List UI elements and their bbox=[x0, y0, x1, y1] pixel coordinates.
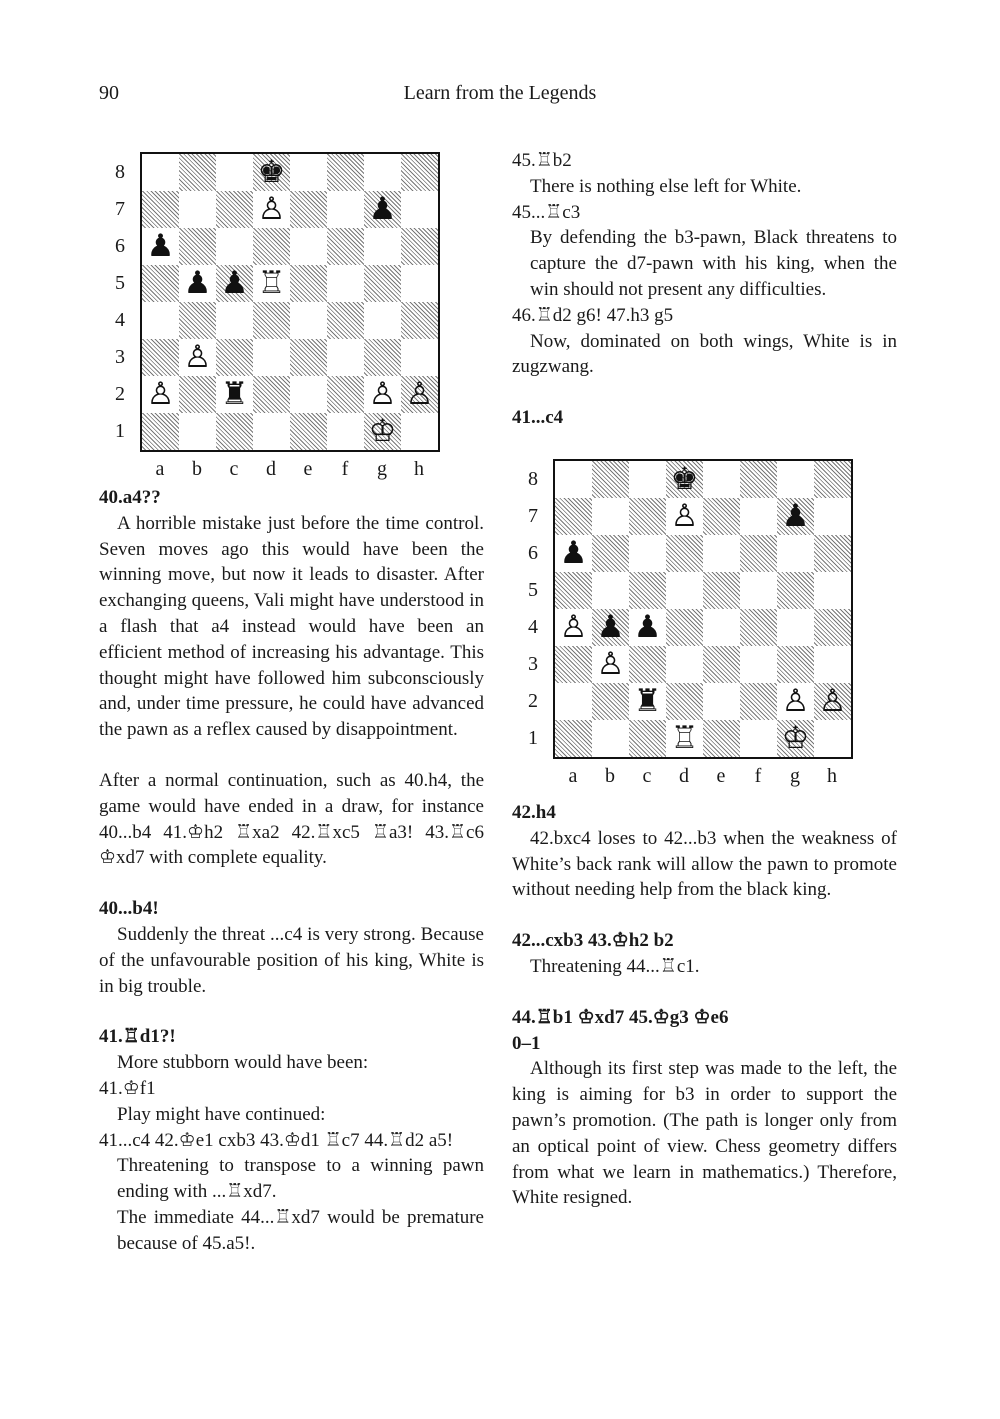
board-square bbox=[740, 572, 777, 609]
file-label: h bbox=[827, 765, 837, 787]
chess-piece: ♖ bbox=[257, 265, 286, 301]
board-square bbox=[401, 265, 438, 302]
board-square bbox=[216, 413, 253, 450]
file-label: f bbox=[341, 458, 349, 480]
chess-piece: ♙ bbox=[818, 683, 847, 719]
rank-label: 4 bbox=[528, 616, 538, 638]
annotation-paragraph: A horrible mistake just before the time control. Seven moves ago this would have been the winning move, but now it leads to disaster. After exchanging queens, Vali might have understood in a flash that a4 instead would have been an efficient method of increasing his advantage. This thought might have followed him subconsciously and, under time pressure, he could have advanced the pawn as a reflex caused by disappointment. bbox=[99, 512, 484, 741]
rank-label: 1 bbox=[528, 727, 538, 749]
board-square bbox=[814, 572, 851, 609]
board-square bbox=[327, 339, 364, 376]
annotation-paragraph: Suddenly the threat ...c4 is very strong. Because of the unfavourable position of his king, White is in big trouble. bbox=[99, 923, 484, 997]
board-square bbox=[253, 413, 290, 450]
board-square bbox=[142, 413, 179, 450]
file-label: b bbox=[192, 458, 202, 480]
board-square bbox=[666, 683, 703, 720]
board-square bbox=[629, 535, 666, 572]
board-square bbox=[290, 265, 327, 302]
board-square bbox=[327, 302, 364, 339]
board-square bbox=[253, 228, 290, 265]
board-square bbox=[216, 191, 253, 228]
board-square bbox=[814, 461, 851, 498]
board-square bbox=[814, 720, 851, 757]
board-square bbox=[777, 609, 814, 646]
chess-piece: ♟ bbox=[559, 535, 588, 571]
chess-piece: ♚ bbox=[670, 461, 699, 497]
board-square bbox=[777, 572, 814, 609]
board-square bbox=[327, 228, 364, 265]
board-square bbox=[290, 191, 327, 228]
rank-label: 2 bbox=[528, 690, 538, 712]
board-square bbox=[290, 339, 327, 376]
rank-label: 7 bbox=[115, 198, 125, 220]
board-square bbox=[777, 461, 814, 498]
board-square bbox=[666, 646, 703, 683]
chess-diagram-2 bbox=[523, 459, 863, 799]
board-square bbox=[290, 376, 327, 413]
board-square bbox=[740, 461, 777, 498]
file-label: g bbox=[377, 458, 387, 480]
chess-piece: ♙ bbox=[559, 609, 588, 645]
board-square bbox=[401, 339, 438, 376]
board-square bbox=[703, 535, 740, 572]
board-square bbox=[555, 461, 592, 498]
board-square bbox=[740, 609, 777, 646]
annotation-paragraph: After a normal continuation, such as 40.h4, the game would have ended in a draw, for instance 40...b4 41.♔h2 ♖xa2 42.♖xc5 ♖a3! 43.♖c6 ♔xd7 with complete equality. bbox=[99, 769, 484, 869]
board-square bbox=[592, 572, 629, 609]
page-number: 90 bbox=[99, 82, 119, 104]
file-label: e bbox=[303, 458, 313, 480]
board-square bbox=[290, 154, 327, 191]
board-square bbox=[401, 191, 438, 228]
board-square bbox=[592, 535, 629, 572]
board-square bbox=[179, 413, 216, 450]
board-square bbox=[666, 609, 703, 646]
annotation-paragraph: There is nothing else left for White. bbox=[530, 175, 802, 197]
board-square bbox=[179, 302, 216, 339]
chess-piece: ♟ bbox=[633, 609, 662, 645]
board-square bbox=[703, 498, 740, 535]
chess-piece: ♔ bbox=[368, 413, 397, 449]
annotation-paragraph: Although its first step was made to the left, the king is aiming for b3 in order to support the pawn’s promotion. (The path is longer only from an optical point of view. Chess geometry differs from what we learn in mathematics.) Therefore, White resigned. bbox=[512, 1058, 897, 1209]
variation-move: 46.♖d2 g6! 47.h3 g5 bbox=[512, 304, 674, 326]
board-square bbox=[179, 154, 216, 191]
chess-piece: ♔ bbox=[781, 720, 810, 756]
variation-move: 41.♔f1 bbox=[99, 1077, 156, 1099]
board-square bbox=[179, 376, 216, 413]
file-label: h bbox=[414, 458, 424, 480]
board-square bbox=[703, 720, 740, 757]
board-square bbox=[401, 413, 438, 450]
chess-piece: ♜ bbox=[220, 376, 249, 412]
board-square bbox=[401, 302, 438, 339]
left-column bbox=[99, 485, 484, 1257]
chess-piece: ♙ bbox=[405, 376, 434, 412]
board-square bbox=[179, 191, 216, 228]
chess-piece: ♙ bbox=[368, 376, 397, 412]
chess-piece: ♟ bbox=[183, 265, 212, 301]
annotation-paragraph: Play might have continued: bbox=[117, 1103, 326, 1125]
board-square bbox=[814, 609, 851, 646]
board-square bbox=[401, 228, 438, 265]
board-square bbox=[555, 646, 592, 683]
page-header bbox=[0, 82, 1000, 112]
chess-piece: ♙ bbox=[596, 646, 625, 682]
board-square bbox=[327, 413, 364, 450]
board-square bbox=[401, 154, 438, 191]
board-square bbox=[327, 191, 364, 228]
move-heading: 44.♖b1 ♔xd7 45.♔g3 ♔e6 bbox=[512, 1006, 729, 1028]
annotation-paragraph: The immediate 44...♖xd7 would be premature because of 45.a5!. bbox=[117, 1206, 484, 1254]
annotation-paragraph: Threatening to transpose to a winning pawn ending with ...♖xd7. bbox=[117, 1155, 484, 1203]
rank-label: 3 bbox=[528, 653, 538, 675]
board-square bbox=[592, 683, 629, 720]
chess-piece: ♟ bbox=[220, 265, 249, 301]
chess-piece: ♟ bbox=[368, 191, 397, 227]
board-square bbox=[814, 535, 851, 572]
annotation-paragraph: Threatening 44...♖c1. bbox=[530, 955, 700, 977]
board-square bbox=[142, 302, 179, 339]
chess-piece: ♚ bbox=[257, 154, 286, 190]
board-square bbox=[142, 265, 179, 302]
board-square bbox=[740, 535, 777, 572]
board-square bbox=[666, 572, 703, 609]
rank-label: 8 bbox=[115, 161, 125, 183]
chess-diagram-1 bbox=[110, 152, 450, 492]
file-label: a bbox=[155, 458, 165, 480]
variation-move: 41...c4 42.♔e1 cxb3 43.♔d1 ♖c7 44.♖d2 a5! bbox=[99, 1129, 454, 1151]
board-square bbox=[216, 154, 253, 191]
board-square bbox=[592, 498, 629, 535]
annotation-paragraph: Now, dominated on both wings, White is in zugzwang. bbox=[512, 330, 897, 378]
board-square bbox=[290, 228, 327, 265]
board-square bbox=[364, 228, 401, 265]
board-square bbox=[216, 228, 253, 265]
board-square bbox=[592, 461, 629, 498]
right-column-bottom bbox=[512, 800, 897, 1211]
running-title: Learn from the Legends bbox=[403, 82, 597, 104]
move-heading: 42...cxb3 43.♔h2 b2 bbox=[512, 930, 674, 952]
board-square bbox=[364, 302, 401, 339]
variation-move: 45.♖b2 bbox=[512, 150, 572, 171]
chess-piece: ♙ bbox=[781, 683, 810, 719]
chess-piece: ♙ bbox=[183, 339, 212, 375]
move-heading: 42.h4 bbox=[512, 802, 556, 823]
file-label: c bbox=[229, 458, 239, 480]
move-heading: 40...b4! bbox=[99, 898, 159, 920]
board-square bbox=[327, 154, 364, 191]
board-square bbox=[364, 339, 401, 376]
chessboard bbox=[553, 459, 853, 759]
rank-label: 5 bbox=[528, 579, 538, 601]
board-square bbox=[703, 572, 740, 609]
file-label: g bbox=[790, 765, 800, 787]
board-square bbox=[740, 720, 777, 757]
file-label: a bbox=[568, 765, 578, 787]
board-square bbox=[179, 228, 216, 265]
chess-piece: ♟ bbox=[146, 228, 175, 264]
rank-label: 2 bbox=[115, 383, 125, 405]
board-square bbox=[629, 720, 666, 757]
file-label: e bbox=[716, 765, 726, 787]
board-square bbox=[703, 646, 740, 683]
chessboard bbox=[140, 152, 440, 452]
board-square bbox=[703, 609, 740, 646]
rank-label: 3 bbox=[115, 346, 125, 368]
board-square bbox=[142, 154, 179, 191]
chess-piece: ♙ bbox=[257, 191, 286, 227]
chess-piece: ♟ bbox=[596, 609, 625, 645]
board-square bbox=[216, 339, 253, 376]
board-square bbox=[777, 646, 814, 683]
board-square bbox=[216, 302, 253, 339]
board-square bbox=[740, 498, 777, 535]
board-square bbox=[592, 720, 629, 757]
file-label: d bbox=[679, 765, 689, 787]
board-square bbox=[290, 413, 327, 450]
annotation-paragraph: More stubborn would have been: bbox=[117, 1052, 369, 1074]
variation-move: 45...♖c3 bbox=[512, 201, 581, 223]
board-square bbox=[142, 191, 179, 228]
rank-label: 4 bbox=[115, 309, 125, 331]
right-column-top bbox=[512, 148, 897, 431]
board-square bbox=[555, 720, 592, 757]
board-square bbox=[814, 498, 851, 535]
chess-piece: ♖ bbox=[670, 720, 699, 756]
board-square bbox=[740, 683, 777, 720]
board-square bbox=[364, 265, 401, 302]
file-label: d bbox=[266, 458, 276, 480]
board-square bbox=[555, 498, 592, 535]
rank-label: 1 bbox=[115, 420, 125, 442]
rank-label: 6 bbox=[115, 235, 125, 257]
rank-label: 8 bbox=[528, 468, 538, 490]
chess-piece: ♟ bbox=[781, 498, 810, 534]
board-square bbox=[290, 302, 327, 339]
board-square bbox=[703, 461, 740, 498]
board-square bbox=[253, 376, 290, 413]
result: 0–1 bbox=[512, 1032, 541, 1054]
chess-piece: ♜ bbox=[633, 683, 662, 719]
rank-label: 6 bbox=[528, 542, 538, 564]
board-square bbox=[555, 683, 592, 720]
board-square bbox=[629, 498, 666, 535]
rank-label: 7 bbox=[528, 505, 538, 527]
board-square bbox=[253, 302, 290, 339]
chess-piece: ♙ bbox=[146, 376, 175, 412]
board-square bbox=[777, 535, 814, 572]
board-square bbox=[142, 339, 179, 376]
file-label: c bbox=[642, 765, 652, 787]
file-label: f bbox=[754, 765, 762, 787]
board-square bbox=[253, 339, 290, 376]
board-square bbox=[327, 376, 364, 413]
board-square bbox=[555, 572, 592, 609]
rank-label: 5 bbox=[115, 272, 125, 294]
board-square bbox=[629, 646, 666, 683]
board-square bbox=[364, 154, 401, 191]
board-square bbox=[740, 646, 777, 683]
move-heading: 41.♖d1?! bbox=[99, 1026, 176, 1048]
board-square bbox=[666, 535, 703, 572]
annotation-paragraph: 42.bxc4 loses to 42...b3 when the weakness of White’s back rank will allow the pawn to promote without needing help from the black king. bbox=[512, 827, 897, 901]
annotation-paragraph: By defending the b3-pawn, Black threatens to capture the d7-pawn with his king, when the win should not present any difficulties. bbox=[530, 227, 897, 300]
board-square bbox=[703, 683, 740, 720]
board-square bbox=[629, 461, 666, 498]
move-heading: 41...c4 bbox=[512, 407, 564, 429]
board-square bbox=[814, 646, 851, 683]
chess-piece: ♙ bbox=[670, 498, 699, 534]
board-square bbox=[629, 572, 666, 609]
board-square bbox=[327, 265, 364, 302]
move-heading: 40.a4?? bbox=[99, 487, 161, 508]
file-label: b bbox=[605, 765, 615, 787]
